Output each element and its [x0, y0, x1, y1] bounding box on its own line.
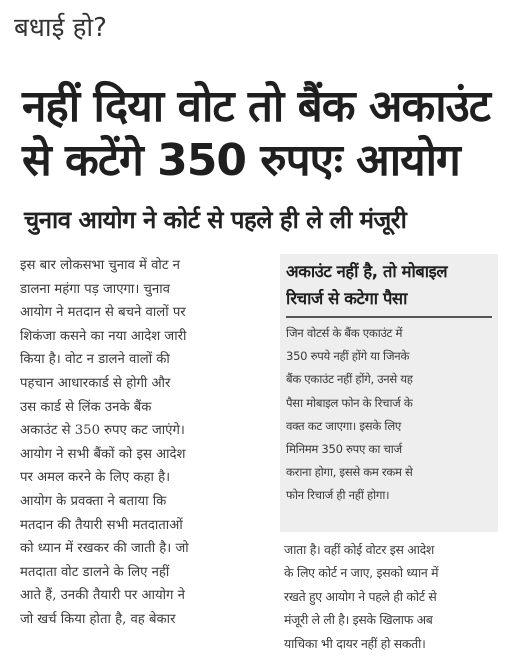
sidebar-text-line: मिनिमम 350 रुपए का चार्ज: [286, 442, 402, 457]
headline-line-2: से कटेंगे 350 रुपएः आयोग: [22, 135, 460, 186]
sidebar-text-line: 350 रुपये नहीं होंगे या जिनके: [286, 349, 410, 364]
article-text-line: उस कार्ड से लिंक उनके बैंक: [20, 399, 152, 415]
article-text-line: मंजूरी ले ली है। इसके खिलाफ अब: [284, 612, 433, 628]
sidebar-text-line: वक्त कट जाएगा। इसके लिए: [286, 418, 402, 433]
article-text-line: आयोग ने मतदान से बचने वालों पर: [20, 305, 186, 321]
sidebar-text-line: जिन वोटर्स के बैंक एकाउंट में: [286, 326, 403, 340]
article-text-line: अकाउंट से 350 रुपए कट जाएंगे।: [20, 423, 185, 439]
article-text-line: मतदान की तैयारी सभी मतदाताओं: [20, 517, 183, 533]
kicker-text: बधाई हो?: [14, 13, 107, 43]
article-text-line: याचिका भी दायर नहीं हो सकती।: [284, 635, 426, 651]
article-text-line: किया है। वोट न डालने वालों की: [20, 352, 170, 368]
sidebar-text-line: पैसा मोबाइल फोन के रिचार्ज के: [286, 395, 413, 410]
article-text-line: इस बार लोकसभा चुनाव में वोट न: [20, 258, 181, 273]
article-text-line: डालना महंगा पड़ जाएगा। चुनाव: [20, 281, 170, 297]
right-column-continuation: [284, 538, 498, 655]
sidebar-box-title: [286, 258, 496, 312]
article-text-line: शिकंजा कसने का नया आदेश जारी: [20, 328, 187, 344]
article-text-line: आयोग के प्रवक्ता ने बताया कि: [20, 493, 167, 509]
article-text-line: पर अमल करने के लिए कहा है।: [20, 470, 171, 486]
sidebar-title-line: रिचार्ज से कटेगा पैसा: [286, 289, 407, 308]
sidebar-text-line: फोन रिचार्ज ही नहीं होगा।: [286, 488, 390, 503]
article-text-line: को ध्यान में रखकर की जाती है। जो: [20, 541, 189, 557]
article-text-line: पहचान आधारकार्ड से होगी और: [20, 375, 171, 391]
headline-line-1: नहीं दिया वोट तो बैंक अकाउंट: [22, 81, 490, 132]
article-text-line: रखते हुए आयोग ने पहले ही कोर्ट से: [284, 588, 437, 604]
sidebar-title-line: अकाउंट नहीं है, तो मोबाइल: [286, 262, 448, 281]
sidebar-text-line: कराना होगा, इससे कम रकम से: [286, 465, 413, 480]
sidebar-text-line: बैंक एकाउंट नहीं होंगे, उनसे यह: [286, 372, 413, 387]
sidebar-box-divider: [286, 316, 492, 318]
left-column: [20, 254, 272, 632]
article-text-line: जो खर्च किया होता है, वह बेकार: [20, 611, 176, 627]
article-text-line: आते हैं, उनकी तैयारी पर आयोग ने: [20, 588, 185, 604]
subheadline: चुनाव आयोग ने कोर्ट से पहले ही ले ली मंजूरी: [24, 206, 407, 234]
sidebar-box-body: [286, 322, 492, 508]
article-text-line: जाता है। वहीं कोई वोटर इस आदेश: [284, 542, 435, 557]
article-text-line: मतदाता वोट डालने के लिए नहीं: [20, 564, 170, 580]
article-text-line: के लिए कोर्ट न जाए, इसको ध्यान में: [284, 565, 439, 581]
article-text-line: आयोग ने सभी बैंकों को इस आदेश: [20, 446, 186, 462]
